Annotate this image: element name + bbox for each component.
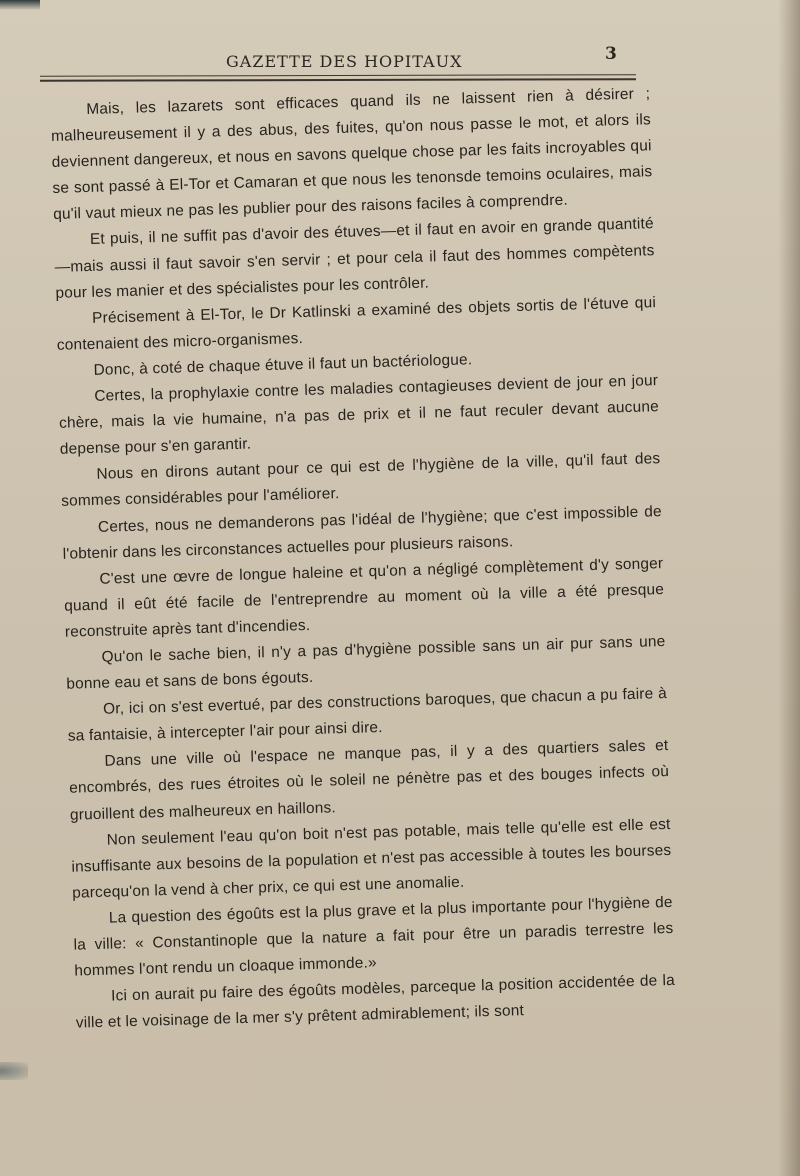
paragraph: La question des égoûts est la plus grave et la plus importante pour l'hygiène de la ville: « Constantinople que la nature a fait pour être un paradis terrestre les hommes l'ont rendu un cloaque immonde.» [73,893,674,980]
ink-smudge [0,1062,28,1080]
page-number: 3 [605,44,617,64]
paragraph: Précisement à El-Tor, le Dr Katlinski a examiné des objets sortis de l'étuve qui contenaient des micro-organismes. [56,293,657,354]
paragraph: Certes, nous ne demanderons pas l'idéal de l'hygiène; que c'est impossible de l'obtenir dans les circonstances actuelles pour plusieurs raisons. [62,502,663,563]
header-rule-thick [40,78,636,82]
paragraph: Qu'on le sache bien, il n'y a pas d'hygiène possible sans un air pur sans une bonne eau et sans de bons égouts. [66,633,666,693]
header-rule-thin [40,74,636,77]
paragraph: Ici on aurait pu faire des égoûts modèles, parceque la position accidentée de la ville et le voisinage de la mer s'y prêtent admirablement; ils sont [75,972,676,1032]
paragraph: Dans une ville où l'espace ne manque pas, il y a des quartiers sales et encombrés, des rues étroites où le soleil ne pénètre pas et des bouges infects où gruoillent des malheureux en haillons. [69,737,670,824]
paragraph: Or, ici on s'est evertué, par des constructions baroques, que chacun a pu faire à sa fantaisie, à intercepter l'air pour ainsi dire. [67,685,668,745]
paragraph: Mais, les lazarets sont efficaces quand ils ne laissent rien à désirer ; malheureusement il y a des abus, des fuites, qu'on nous passe le mot, et alors ils deviennent dangereux, et nous en savons quelque chose par les faits incroyables qui se sont passé à El-Tor et Camaran et que nous les tenonsde temoins oculaires, mais qu'il vaut mieux ne pas les publier pour des raisons faciles à comprendre. [50,85,653,224]
paragraph: Donc, à coté de chaque étuve il faut un bactériologue. [93,351,473,379]
page-edge-shadow [778,0,800,1176]
corner-stain [0,0,40,10]
paragraph: Nous en dirons autant pour ce qui est de l'hygiène de la ville, qu'il faut des sommes considérables pour l'améliorer. [61,450,661,511]
article-body [50,81,676,1037]
journal-title: GAZETTE DES HOPITAUX [226,52,463,71]
paragraph: Certes, la prophylaxie contre les maladies contagieuses devient de jour en jour chère, mais la vie humaine, n'a pas de prix et il ne faut reculer devant aucune depense pour s'en garantir. [58,372,660,459]
paragraph: Et puis, il ne suffit pas d'avoir des étuves—et il faut en avoir en grande quantité—mais aussi il faut savoir s'en servir ; et pour cela il faut des hommes compètents pour les manier et des spécialistes pour les contrôler. [54,215,655,302]
paragraph: Non seulement l'eau qu'on boit n'est pas potable, mais telle qu'elle est elle est insuffisante aux besoins de la population et n'est pas accessible à toutes les bourses parcequ'on la vend à cher prix, ce qui est une anomalie. [71,815,672,902]
paragraph: C'est une œvre de longue haleine et qu'on a négligé complètement d'y songer quand il eût été facile de l'entreprendre au moment où la ville a été presque reconstruite après tant d'incendies. [63,554,665,641]
page-header [40,44,636,88]
